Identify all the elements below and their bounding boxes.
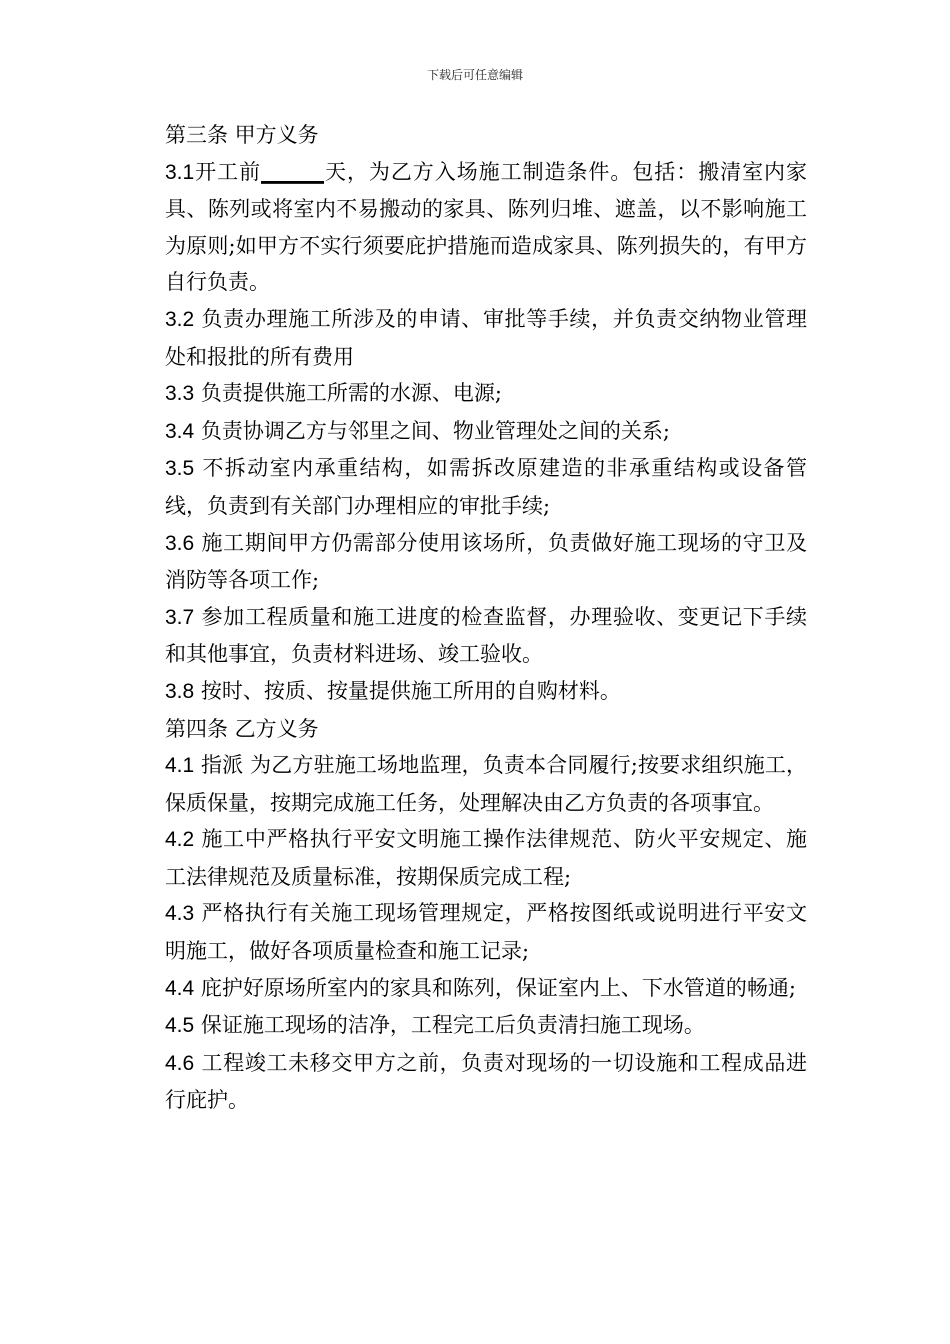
clause-4-4 [145,970,807,1008]
clause-3-8 [145,673,807,711]
clause-number: 4.4 [165,976,195,1000]
clause-4-6 [145,1045,807,1119]
clause-text: 保证施工现场的洁净，工程完工后负责清扫施工现场。 [200,1013,705,1038]
clause-text: 施工中严格执行平安文明施工操作法律规范、防火平安规定、施工法律规范及质量标准，按期保质完成工程; [165,827,807,889]
clause-text: 施工期间甲方仍需部分使用该场所，负责做好施工现场的守卫及消防等各项工作; [165,530,807,593]
clause-text: 负责提供施工所需的水源、电源; [200,381,502,406]
clause-text: 天，为乙方入场施工制造条件。包括：搬清室内家具、陈列或将室内不易搬动的家具、陈列归堆、遮盖，以不影响施工为原则;如甲方不实行须要庇护措施而造成家具、陈列损失的，有甲方自行负责。 [165,159,808,295]
fill-blank: ______ [261,159,325,184]
clause-text: 按时、按质、按量提供施工所用的自购材料。 [200,678,621,703]
clause-number: 3.3 [165,382,195,406]
clause-4-3 [145,895,807,969]
clause-number: 3.6 [165,531,195,555]
clause-4-5 [145,1007,807,1045]
clause-text: 参加工程质量和施工进度的检查监督，办理验收、变更记下手续和其他事宜，负责材料进场、竣工验收。 [165,604,807,667]
clause-3-5 [145,450,807,524]
clause-number: 3.1 [165,160,195,184]
clause-text: 不拆动室内承重结构，如需拆改原建造的非承重结构或设备管线，负责到有关部门办理相应的审批手续; [165,456,807,518]
clause-4-1 [145,747,807,821]
clause-prefix: 开工前 [194,159,262,184]
clause-text: 负责协调乙方与邻里之间、物业管理处之间的关系; [200,418,670,443]
section-title: 第三条 甲方义务 [165,123,319,147]
clause-3-3 [145,375,807,413]
clause-text: 工程竣工未移交甲方之前，负责对现场的一切设施和工程成品进行庇护。 [165,1050,807,1113]
clause-3-1 [145,154,807,301]
clause-number: 3.4 [165,419,195,443]
clause-number: 3.5 [165,457,195,481]
clause-text: 指派 为乙方驻施工场地监理，负责本合同履行;按要求组织施工，保质保量，按期完成施工任务，处理解决由乙方负责的各项事宜。 [165,753,807,815]
page-header: 下载后可任意编辑 [426,68,523,82]
clause-3-2 [145,301,807,375]
clause-text: 负责办理施工所涉及的申请、审批等手续，并负责交纳物业管理处和报批的所有费用 [165,306,807,369]
clause-text: 庇护好原场所室内的家具和陈列，保证室内上、下水管道的畅通; [200,975,796,1000]
clause-text: 严格执行有关施工现场管理规定，严格按图纸或说明进行平安文明施工，做好各项质量检查和施工记录; [165,901,807,964]
clause-number: 3.8 [165,679,195,703]
clause-number: 4.3 [165,902,195,926]
section-title: 第四条 乙方义务 [165,716,319,741]
clause-3-6 [145,525,807,599]
clause-number: 4.5 [165,1014,195,1038]
clause-3-4 [145,413,807,451]
clause-number: 4.2 [165,828,195,852]
clause-4-2 [145,821,807,895]
clause-number: 3.2 [165,307,195,331]
document-body [145,117,807,1119]
clause-number: 3.7 [165,605,195,629]
clause-number: 4.1 [165,754,195,778]
clause-3-7 [145,599,807,673]
clause-number: 4.6 [165,1051,195,1075]
